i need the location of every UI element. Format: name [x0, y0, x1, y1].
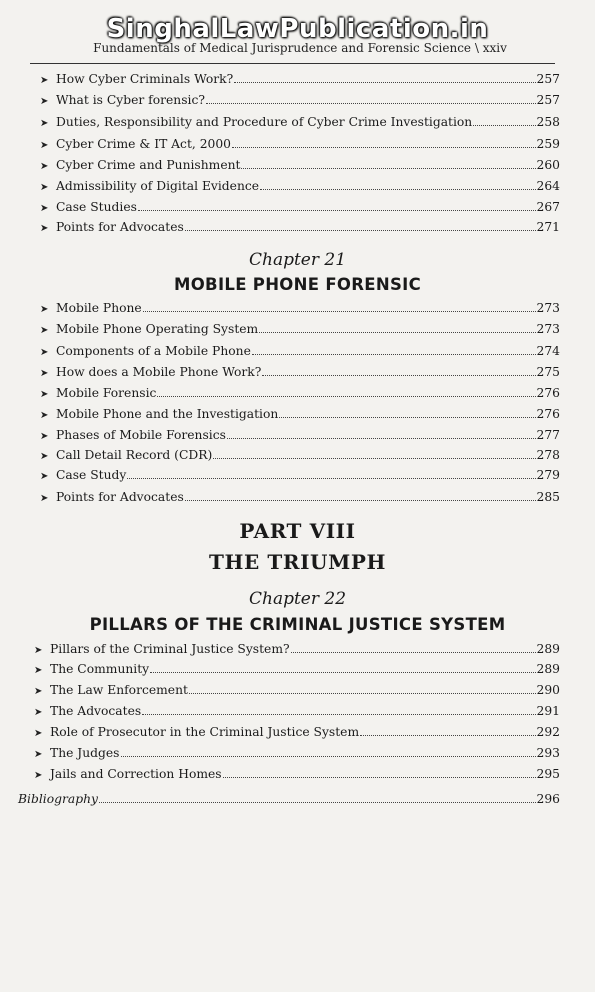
dot-leader [142, 704, 535, 715]
dot-leader [259, 322, 535, 333]
toc-page-number: 278 [536, 448, 560, 462]
toc-entry[interactable] [40, 218, 560, 236]
dot-leader [360, 725, 535, 736]
toc-page-number: 271 [536, 220, 560, 234]
dot-leader [138, 200, 536, 211]
dot-leader [473, 115, 535, 126]
toc-entry-title: Components of a Mobile Phone [56, 344, 251, 358]
arrowhead-bullet-icon: ➤ [34, 665, 43, 676]
dot-leader [232, 137, 536, 148]
toc-page-number: 290 [536, 683, 560, 697]
dot-leader [121, 746, 536, 757]
toc-entry[interactable] [40, 113, 560, 131]
header-rule [30, 63, 555, 64]
toc-page-number: 276 [536, 407, 560, 421]
toc-page-number: 295 [536, 767, 560, 781]
toc-entry-title: The Law Enforcement [50, 683, 188, 697]
toc-page-number: 257 [536, 72, 560, 86]
dot-leader [227, 428, 536, 439]
dot-leader [213, 448, 535, 459]
dot-leader [260, 179, 535, 190]
toc-entry[interactable] [34, 681, 560, 699]
toc-entry-title: Mobile Phone Operating System [56, 322, 259, 336]
dot-leader [127, 468, 535, 479]
arrowhead-bullet-icon: ➤ [40, 431, 49, 442]
arrowhead-bullet-icon: ➤ [40, 368, 49, 379]
arrowhead-bullet-icon: ➤ [34, 728, 43, 739]
dot-leader [291, 642, 536, 653]
toc-page-number: 293 [536, 746, 560, 760]
bibliography-entry[interactable] [18, 790, 560, 808]
toc-entry[interactable] [40, 405, 560, 423]
arrowhead-bullet-icon: ➤ [34, 686, 43, 697]
dot-leader [189, 683, 536, 694]
toc-entry[interactable] [40, 342, 560, 360]
toc-page-number: 274 [536, 344, 560, 358]
toc-page-number: 276 [536, 386, 560, 400]
toc-page-number: 292 [536, 725, 560, 739]
toc-entry-title: How does a Mobile Phone Work? [56, 365, 262, 379]
toc-page-number: 279 [536, 468, 560, 482]
toc-entry[interactable] [40, 466, 560, 484]
dot-leader [262, 365, 535, 376]
toc-page-number: 258 [536, 115, 560, 129]
toc-entry[interactable] [34, 765, 560, 783]
arrowhead-bullet-icon: ➤ [40, 223, 49, 234]
toc-entry-title: How Cyber Criminals Work? [56, 72, 234, 86]
toc-entry-title: The Judges [50, 746, 120, 760]
toc-entry-title: Admissibility of Digital Evidence [56, 179, 260, 193]
toc-entry-title: Call Detail Record (CDR) [56, 448, 213, 462]
toc-entry-title: Duties, Responsibility and Procedure of Cyber Crime Investigation [56, 115, 473, 129]
toc-entry-title: Case Study [56, 468, 127, 482]
toc-page-number: 289 [536, 662, 560, 676]
toc-entry[interactable] [34, 723, 560, 741]
toc-entry[interactable] [34, 640, 560, 658]
toc-entry[interactable] [40, 135, 560, 153]
dot-leader [185, 490, 536, 501]
publisher-watermark: SinghalLawPublication.in [106, 14, 489, 44]
arrowhead-bullet-icon: ➤ [34, 749, 43, 760]
toc-page-number: 267 [536, 200, 560, 214]
toc-entry-title: Mobile Forensic [56, 386, 157, 400]
toc-page-number: 291 [536, 704, 560, 718]
toc-entry[interactable] [34, 702, 560, 720]
dot-leader [223, 767, 536, 778]
arrowhead-bullet-icon: ➤ [40, 161, 49, 172]
arrowhead-bullet-icon: ➤ [34, 770, 43, 781]
toc-entry[interactable] [40, 384, 560, 402]
arrowhead-bullet-icon: ➤ [40, 96, 49, 107]
chapter-title: MOBILE PHONE FORENSIC [174, 275, 421, 294]
arrowhead-bullet-icon: ➤ [40, 75, 49, 86]
toc-entry-title: Phases of Mobile Forensics [56, 428, 226, 442]
toc-entry[interactable] [40, 320, 560, 338]
arrowhead-bullet-icon: ➤ [34, 645, 43, 656]
toc-page-number: 277 [536, 428, 560, 442]
toc-entry-title: Role of Prosecutor in the Criminal Justice System [50, 725, 360, 739]
toc-entry[interactable] [34, 660, 560, 678]
dot-leader [99, 792, 536, 803]
toc-page-number: 273 [536, 322, 560, 336]
toc-entry-title: Points for Advocates [56, 490, 184, 504]
bibliography-title: Bibliography [18, 792, 98, 806]
chapter-label: Chapter 22 [248, 589, 347, 609]
toc-entry-title: What is Cyber forensic? [56, 93, 205, 107]
toc-entry-title: Mobile Phone and the Investigation [56, 407, 279, 421]
toc-page-number: 285 [536, 490, 560, 504]
toc-entry-title: Cyber Crime & IT Act, 2000 [56, 137, 232, 151]
toc-entry[interactable] [40, 426, 560, 444]
toc-page-number: 289 [536, 642, 560, 656]
dot-leader [234, 72, 535, 83]
toc-entry[interactable] [40, 299, 560, 317]
part-label: PART VIII [239, 519, 356, 543]
toc-entry[interactable] [40, 198, 560, 216]
arrowhead-bullet-icon: ➤ [40, 118, 49, 129]
toc-entry-title: Cyber Crime and Punishment [56, 158, 241, 172]
arrowhead-bullet-icon: ➤ [40, 203, 49, 214]
toc-entry[interactable] [40, 363, 560, 381]
toc-entry[interactable] [40, 488, 560, 506]
toc-entry-title: Points for Advocates [56, 220, 184, 234]
dot-leader [150, 662, 535, 673]
arrowhead-bullet-icon: ➤ [40, 493, 49, 504]
arrowhead-bullet-icon: ➤ [34, 707, 43, 718]
toc-entry[interactable] [40, 70, 560, 88]
toc-entry[interactable] [40, 156, 560, 174]
arrowhead-bullet-icon: ➤ [40, 140, 49, 151]
arrowhead-bullet-icon: ➤ [40, 451, 49, 462]
toc-page-number: 264 [536, 179, 560, 193]
arrowhead-bullet-icon: ➤ [40, 471, 49, 482]
toc-page-number: 275 [536, 365, 560, 379]
toc-entry-title: Pillars of the Criminal Justice System? [50, 642, 290, 656]
arrowhead-bullet-icon: ➤ [40, 325, 49, 336]
part-title: THE TRIUMPH [209, 550, 386, 574]
running-head: Fundamentals of Medical Jurisprudence and Forensic Science \ xxiv [93, 41, 507, 55]
dot-leader [241, 158, 535, 169]
arrowhead-bullet-icon: ➤ [40, 389, 49, 400]
arrowhead-bullet-icon: ➤ [40, 410, 49, 421]
dot-leader [185, 220, 536, 231]
toc-entry[interactable] [40, 177, 560, 195]
toc-page-number: 259 [536, 137, 560, 151]
dot-leader [157, 386, 535, 397]
dot-leader [279, 407, 535, 418]
toc-entry-title: The Community [50, 662, 150, 676]
chapter-title: PILLARS OF THE CRIMINAL JUSTICE SYSTEM [89, 615, 506, 634]
toc-page-number: 260 [536, 158, 560, 172]
toc-entry[interactable] [34, 744, 560, 762]
toc-page-number: 273 [536, 301, 560, 315]
toc-entry-title: Jails and Correction Homes [50, 767, 222, 781]
toc-page-number: 257 [536, 93, 560, 107]
dot-leader [143, 301, 536, 312]
arrowhead-bullet-icon: ➤ [40, 304, 49, 315]
bibliography-page-number: 296 [536, 792, 560, 806]
arrowhead-bullet-icon: ➤ [40, 347, 49, 358]
toc-entry-title: Case Studies [56, 200, 137, 214]
toc-entry-title: Mobile Phone [56, 301, 142, 315]
toc-entry[interactable] [40, 446, 560, 464]
dot-leader [252, 344, 536, 355]
dot-leader [206, 93, 536, 104]
arrowhead-bullet-icon: ➤ [40, 182, 49, 193]
toc-entry[interactable] [40, 91, 560, 109]
toc-entry-title: The Advocates [50, 704, 142, 718]
chapter-label: Chapter 21 [248, 250, 347, 270]
